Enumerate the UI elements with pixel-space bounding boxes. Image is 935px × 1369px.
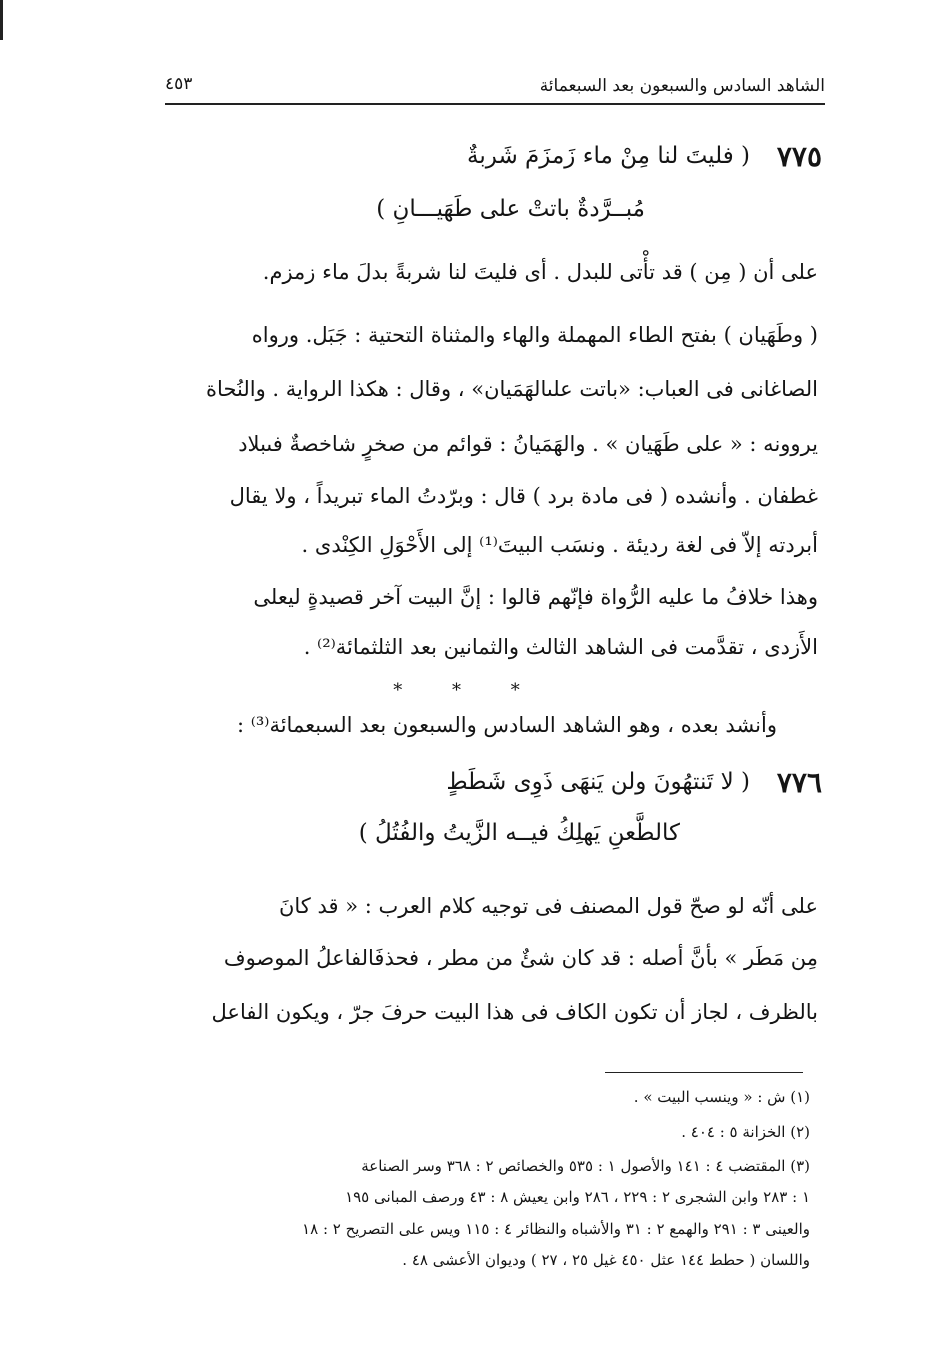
body-775-line-6: أبردته إلاّ فى لغة رديئة . ونسَب البيتَ⁽¹⁾ إلى الأَحْوَلِ الكِنْدى . bbox=[301, 533, 818, 557]
running-title: الشاهد السادس والسبعون بعد السبعمائة bbox=[539, 76, 825, 96]
footnote-2: (٢) الخزانة ٥ : ٤٠٤ . bbox=[681, 1123, 810, 1141]
page-header bbox=[165, 70, 825, 100]
page-number: ٤٥٣ bbox=[165, 74, 193, 94]
header-rule bbox=[165, 103, 825, 105]
body-775-line-5: غطفان . وأنشده ( فى مادة برد ) قال : وبرّدتُ الماء تبريداً ، ولا يقال bbox=[229, 484, 818, 508]
body-775-line-8: الأَزدى ، تقدَّمت فى الشاهد الثالث والثمانين بعد الثلثمائة⁽²⁾ . bbox=[303, 635, 818, 659]
body-775-line-2: ( وطَهَيان ) بفتح الطاء المهملة والهاء والمثناة التحتية : جَبَل. ورواه bbox=[251, 323, 818, 347]
verse-775-line-1: ( فليتَ لنا مِنْ ماء زَمزَمَ شَربةٌ bbox=[467, 143, 750, 169]
footnote-3-line-1: (٣) المقتضب ٤ : ١٤١ والأصول ١ : ٥٣٥ والخصائص ٢ : ٣٦٨ وسر الصناعة bbox=[361, 1157, 810, 1175]
footnote-rule bbox=[605, 1072, 803, 1073]
body-775-line-7: وهذا خلافُ ما عليه الرُّواة فإنّهم قالوا : إنَّ البيت آخر قصيدةٍ ليعلى bbox=[253, 585, 818, 609]
verse-775-line-2: مُبــرَّدةٌ باتتْ على طَهَيـــانِ ) bbox=[376, 196, 645, 222]
verse-number-775: ٧٧٥ bbox=[776, 140, 822, 173]
verse-776-line-2: كالطَّعنِ يَهلِكُ فيــه الزَّيتُ والفُتُلُ ) bbox=[358, 820, 680, 846]
footnote-3-line-3: والعينى ٣ : ٢٩١ والهمع ٢ : ٣١ والأشباه والنظائر ٤ : ١١٥ ويس على التصريح ٢ : ١٨ bbox=[302, 1220, 810, 1238]
body-776-line-2: مِن مَطَر » بأنَّ أصله : قد كان شئٌ من مطر ، فحذفَالفاعلُ الموصوف bbox=[223, 946, 818, 970]
verse-number-776: ٧٧٦ bbox=[776, 766, 822, 799]
intro-776: وأنشد بعده ، وهو الشاهد السادس والسبعون بعد السبعمائة⁽³⁾ : bbox=[236, 713, 777, 737]
body-775-line-1: على أن ( مِن ) قد تأْتى للبدل . أى فليتَ لنا شربةً بدلَ ماء زمزم. bbox=[262, 260, 818, 284]
footnote-3-line-4: واللسان ( حطط ١٤٤ عثل ٤٥٠ غيل ٢٥ ، ٢٧ ) وديوان الأعشى ٤٨ . bbox=[402, 1251, 810, 1269]
page-edge-mark bbox=[0, 0, 3, 40]
verse-776-line-1: ( لا تَنتهُونَ ولن يَنهَى ذَوِى شَطَطٍ bbox=[446, 769, 750, 795]
body-776-line-3: بالظرف ، لجاز أن تكون الكاف فى هذا البيت حرفَ جرّ ، ويكون الفاعل bbox=[211, 1000, 818, 1024]
section-separator: * * * bbox=[393, 680, 542, 701]
body-775-line-3: الصاغانى فى العباب: «باتت علىالهَمَيان» ، وقال : هكذا الرواية . والنُحاة bbox=[206, 377, 818, 401]
body-775-line-4: يروونه : « على طَهَيان » . والهَمَيانُ : قوائم من صخرٍ شاخصةٌ فىبلاد bbox=[238, 432, 818, 456]
body-776-line-1: على أنّه لو صحّ قول المصنف فى توجيه كلام العرب : « قد كانَ bbox=[278, 894, 818, 918]
footnote-1: (١) ش : « وينسب البيت » . bbox=[633, 1088, 810, 1106]
footnote-3-line-2: ١ : ٢٨٣ وابن الشجرى ٢ : ٢٢٩ ، ٢٨٦ وابن يعيش ٨ : ٤٣ ورصف المبانى ١٩٥ bbox=[345, 1188, 810, 1206]
